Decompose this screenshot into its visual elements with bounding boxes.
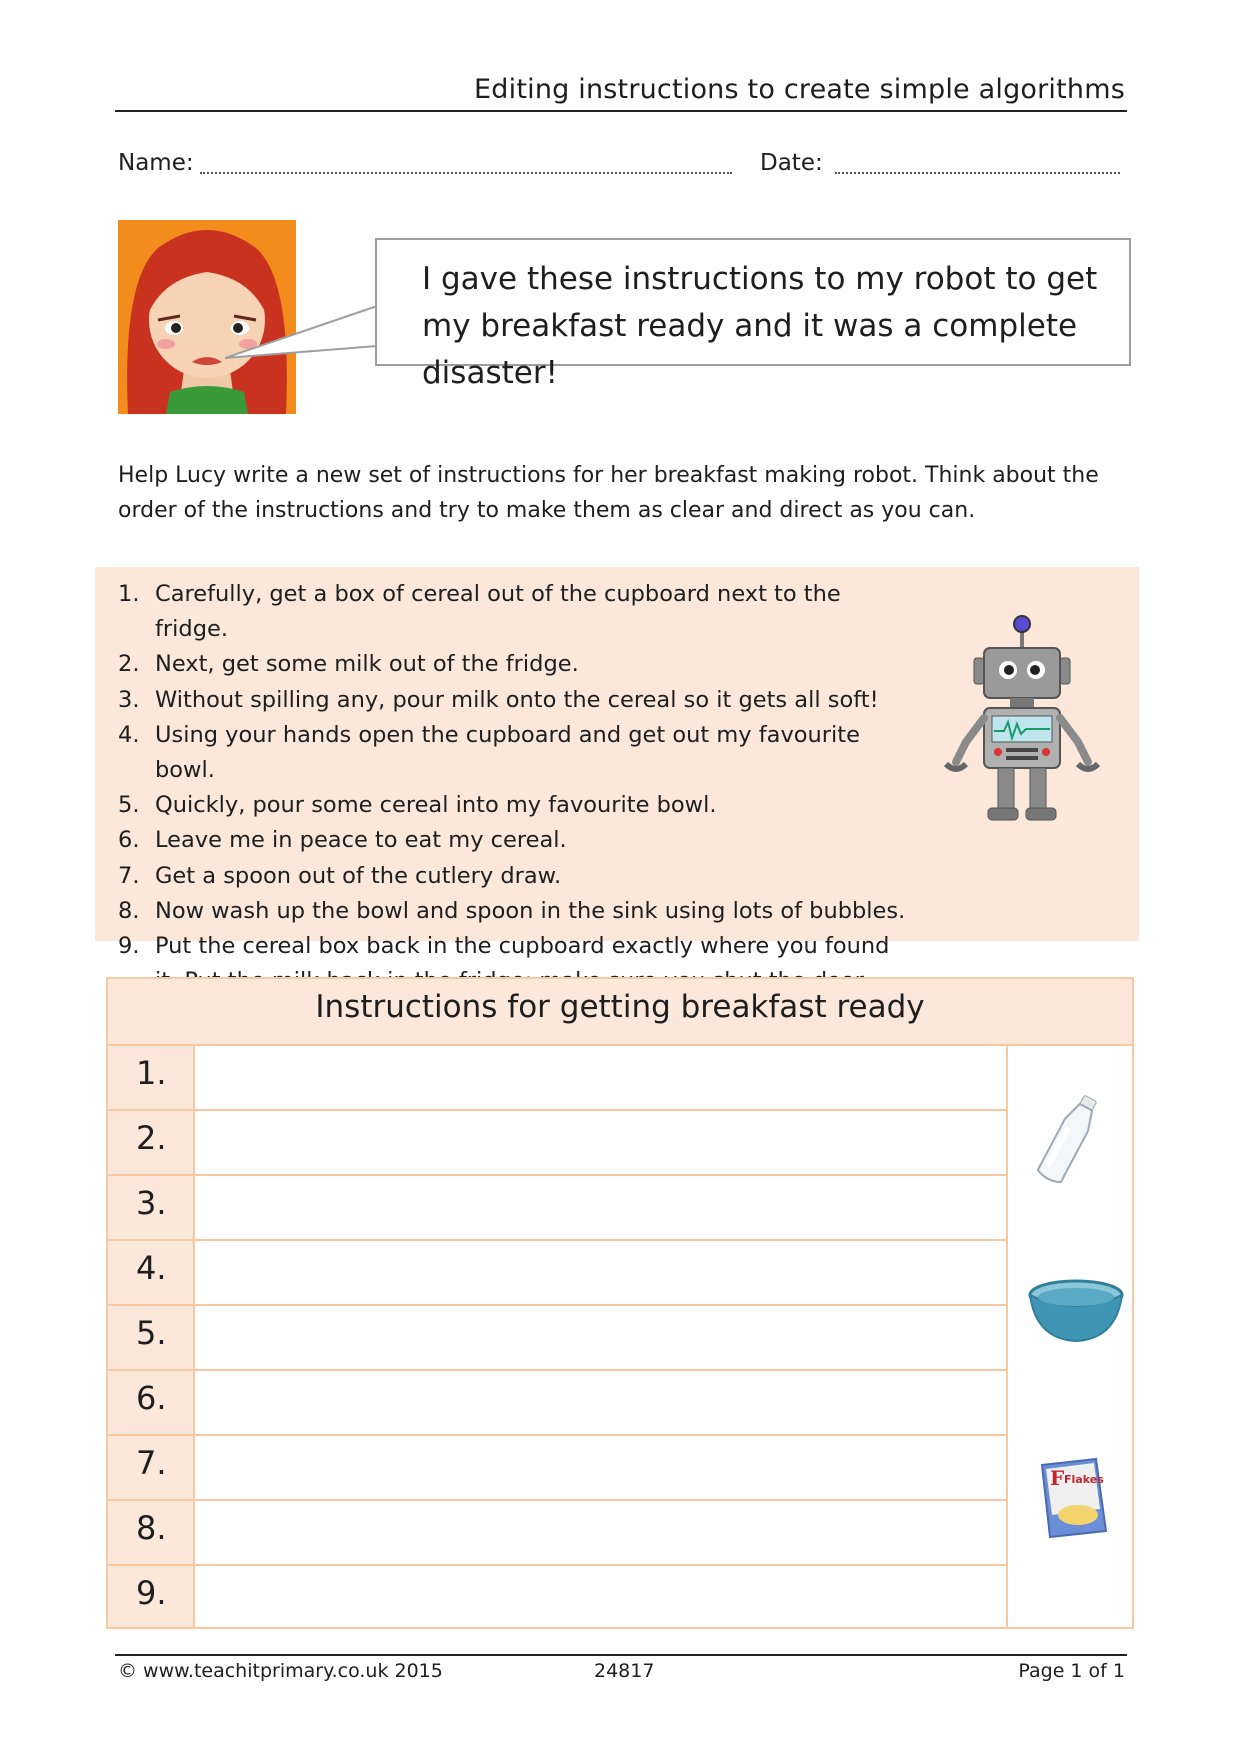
list-item: 7. Get a spoon out of the cutlery draw. [118,862,562,889]
answer-field[interactable] [195,1241,1004,1304]
row-number: 6. [136,1379,167,1417]
page-header-title: Editing instructions to create simple algorithms [474,74,1125,105]
footer-divider [115,1654,1127,1656]
answer-field[interactable] [195,1436,1004,1499]
list-item: 6. Leave me in peace to eat my cereal. [118,827,567,854]
svg-text:F: F [1050,1466,1065,1490]
cereal-box-icon [1036,1457,1114,1539]
footer-copyright: © www.teachitprimary.co.uk 2015 [118,1660,443,1682]
intro-paragraph: Help Lucy write a new set of instructions for her breakfast making robot. Think about the order of the instructions and try to make them as clear and direct as you can. [118,463,1099,523]
speech-bubble [375,238,1131,391]
answer-field[interactable] [195,1111,1004,1174]
answer-field[interactable] [195,1046,1004,1109]
footer-code: 24817 [594,1660,655,1682]
row-number: 5. [136,1314,167,1352]
name-label: Name: [118,150,194,176]
instruction-list [118,577,918,999]
footer-page: Page 1 of 1 [1018,1660,1125,1682]
row-number: 8. [136,1509,167,1547]
row-number: 9. [136,1574,167,1612]
list-item: 9. Put the cereal box back in the cupboard exactly where you found [118,933,890,960]
list-item: 2. Next, get some milk out of the fridge. [118,651,579,678]
list-item: 8. Now wash up the bowl and spoon in the sink using lots of bubbles. [118,897,906,924]
list-item: 1. Carefully, get a box of cereal out of the cupboard next to the fridge. [118,581,841,643]
list-item: 4. Using your hands open the cupboard and get out my favourite bowl. [118,721,860,784]
answer-field[interactable] [195,1566,1004,1629]
bowl-icon [1026,1277,1126,1347]
milk-bottle-icon [1032,1089,1106,1189]
speech-bubble-text: I gave these instructions to my robot to get my breakfast ready and it was a complete disaster! [422,261,1098,391]
answer-field[interactable] [195,1306,1004,1369]
date-field[interactable] [835,172,1120,174]
row-number: 1. [136,1054,167,1092]
header-divider [115,110,1127,112]
robot-icon [932,614,1104,826]
speech-bubble-tail [225,306,380,376]
name-field[interactable] [200,172,732,174]
table-title: Instructions for getting breakfast ready [315,989,925,1025]
answer-field[interactable] [195,1371,1004,1434]
row-number: 3. [136,1184,167,1222]
list-item: 5. Quickly, pour some cereal into my favourite bowl. [118,792,717,819]
row-number: 4. [136,1249,167,1287]
row-number: 2. [136,1119,167,1157]
svg-text:Flakes: Flakes [1064,1473,1104,1486]
list-item: 3. Without spilling any, pour milk onto the cereal so it gets all soft! [118,686,879,713]
row-number: 7. [136,1444,167,1482]
table-header [108,979,1132,1046]
answer-field[interactable] [195,1501,1004,1564]
answer-field[interactable] [195,1176,1004,1239]
image-column-divider [1006,1046,1008,1627]
instructions-table [106,977,1134,1629]
date-label: Date: [760,150,823,176]
